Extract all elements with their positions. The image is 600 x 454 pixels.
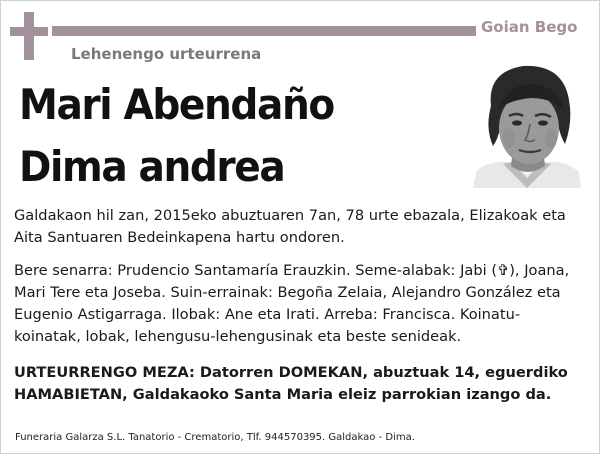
- publisher-label: Goian Bego: [481, 18, 578, 36]
- funeral-home-footer: Funeraria Galarza S.L. Tanatorio - Crematorio, Tlf. 944570395. Galdakao - Dima.: [15, 432, 415, 443]
- deceased-name-line1: Mari Abendaño: [19, 80, 334, 129]
- portrait-photo: [473, 62, 581, 188]
- deceased-name-line2: Dima andrea: [19, 142, 285, 191]
- portrait-illustration: [473, 62, 581, 188]
- mass-announcement: URTEURRENGO MEZA: Datorren DOMEKAN, abuztuak 14, eguerdiko HAMABIETAN, Galdakaoko Santa Maria eleiz parrokian izango da.: [14, 364, 568, 403]
- death-notice-paragraph: Galdakaon hil zan, 2015eko abuztuaren 7an, 78 urte ebazala, Elizakoak eta Aita Santuaren Bedeinkapena hartu ondoren.: [14, 207, 566, 246]
- header-bar: [52, 26, 476, 36]
- notice-type: Lehenengo urteurrena: [71, 45, 262, 63]
- cross-icon: [10, 12, 48, 60]
- family-paragraph: Bere senarra: Prudencio Santamaría Erauzkin. Seme-alabak: Jabi (✞), Joana, Mari Tere eta Joseba. Suin-errainak: Begoña Zelaia, Alejandro González eta Eugenio Astigarraga. Ilobak: Ane eta Irati. Arreba: Francisca. Koinatu-koinatak, lobak, lehengusu-lehengusinak eta beste senideak.: [14, 262, 570, 345]
